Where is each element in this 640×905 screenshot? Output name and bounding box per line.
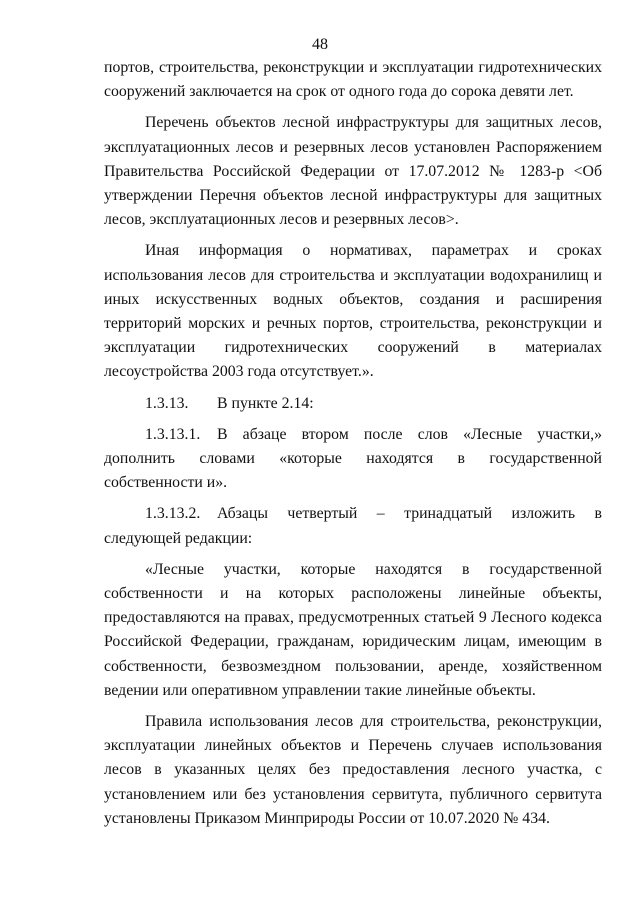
clause-text: В абзаце втором после слов «Лесные участки,» дополнить словами «которые находятся в государственной собственности и».	[104, 425, 602, 492]
paragraph-other-information: Иная информация о нормативах, параметрах и сроках использования лесов для строительства и эксплуатации водохранилищ и иных искусственных водных объектов, создания и расширения территорий морских и речных портов, строительства, реконструкции и эксплуатации гидротехнических сооружений в материалах лесоустройства 2003 года отсутствует.».	[104, 242, 602, 381]
paragraph-continuation: портов, строительства, реконструкции и эксплуатации гидротехнических сооружений заключается на срок от одного года до сорока девяти лет.	[104, 59, 602, 101]
clause-text: В пункте 2.14:	[217, 394, 314, 412]
clause-number: 1.3.13.	[145, 394, 189, 412]
paragraph-forest-plots-linear-objects: «Лесные участки, которые находятся в государственной собственности и на которых расположены линейные объекты, предоставляются на правах, предусмотренных статьей 9 Лесного кодекса Российской Федерации, гражданам, юридическим лицам, имеющим в собственности, безвозмездном пользовании, аренде, хозяйственном ведении или оперативном управлении такие линейные объекты.	[104, 560, 602, 699]
clause-text: Абзацы четвертый – тринадцатый изложить в следующей редакции:	[104, 505, 602, 547]
paragraph-forest-use-rules: Правила использования лесов для строительства, реконструкции, эксплуатации линейных объектов и Перечень случаев использования лесов в указанных целях без предоставления лесного участка, с установлением или без установления сервитута, публичного сервитута установлены Приказом Минприроды России от 10.07.2020 № 434.	[104, 713, 602, 827]
clause-number: 1.3.13.1.	[145, 425, 201, 443]
document-body	[104, 56, 602, 838]
paragraph-forest-infrastructure-list: Перечень объектов лесной инфраструктуры для защитных лесов, эксплуатационных лесов и резервных лесов установлен Распоряжением Правительства Российской Федерации от 17.07.2012 № 1283-р <Об утверждении Перечня объектов лесной инфраструктуры для защитных лесов, эксплуатационных лесов и резервных лесов>.	[104, 114, 602, 229]
clause-number: 1.3.13.2.	[145, 505, 201, 523]
clause-1-3-13-1	[104, 423, 602, 496]
clause-1-3-13-2	[104, 502, 602, 550]
page-number: 48	[312, 36, 328, 53]
clause-1-3-13	[104, 392, 602, 416]
